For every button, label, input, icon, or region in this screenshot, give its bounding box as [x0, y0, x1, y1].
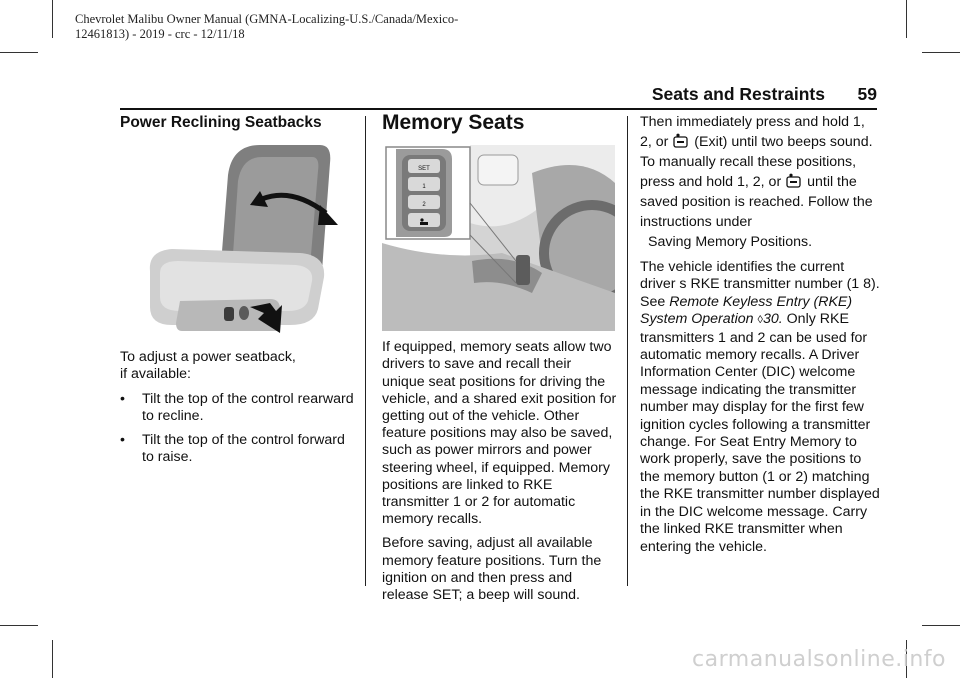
rke-text-1: The vehicle identifies the current driver s RKE transmitter number (1 8). See	[640, 259, 880, 310]
document-header	[75, 12, 635, 42]
saving-memory-positions-link[interactable]: Saving Memory Positions.	[648, 234, 813, 250]
bullet-mark: •	[120, 390, 125, 407]
page-reference[interactable]: 30.	[762, 311, 783, 328]
column-3	[640, 112, 880, 563]
section-heading: Power Reclining Seatbacks	[120, 114, 322, 131]
header-line-2: 12461813) - 2019 - crc - 12/11/18	[75, 27, 245, 41]
running-head	[120, 84, 877, 110]
intro-text	[120, 349, 356, 383]
bullet-text: Tilt the top of the control forward to raise.	[142, 432, 345, 466]
intro-line-1: To adjust a power seatback,	[120, 349, 296, 366]
column-1	[120, 110, 356, 473]
power-seat-illustration	[120, 141, 356, 341]
crop-mark	[922, 52, 960, 53]
column-divider	[627, 116, 628, 586]
crop-mark	[906, 0, 907, 38]
list-item	[120, 432, 356, 466]
exit-seat-icon	[673, 133, 689, 149]
list-item	[120, 391, 356, 425]
crop-mark	[52, 0, 53, 38]
bullet-mark: •	[120, 432, 125, 449]
memory-seats-paragraph: If equipped, memory seats allow two drivers to save and recall their unique seat positions for driving the vehicle, and a shared exit position for getting out of the vehicle. Other feature positions may also be saved, such as power mirrors and power steering wheel, if equipped. Memory positions are linked to RKE transmitter 1 or 2 for automatic memory recalls.	[382, 339, 617, 528]
recall-text-2: (Exit) until two beeps sound. To manually recall these positions, press and hold 1, 2, or	[640, 134, 873, 190]
column-divider	[365, 116, 366, 586]
memory-1-button-label: 1	[422, 184, 426, 191]
memory-2-button-label: 2	[422, 202, 426, 209]
column-2	[382, 110, 617, 611]
rke-text-2: Only RKE transmitters 1 and 2 can be used for automatic memory recalls. A Driver Information Center (DIC) welcome message indicating the transmitter number may display for the first few ignition cycles following a transmitter change. For Seat Entry Memory to work properly, save the positions to the memory button (1 or 2) matching the RKE transmitter number displayed in the DIC welcome message. Carry the linked RKE transmitter when entering the vehicle.	[640, 311, 880, 555]
recall-paragraph	[640, 112, 880, 252]
crop-mark	[0, 625, 38, 626]
bullet-text: Tilt the top of the control rearward to recline.	[142, 390, 354, 424]
set-button-label: SET	[418, 166, 430, 173]
header-line-1: Chevrolet Malibu Owner Manual (GMNA-Localizing-U.S./Canada/Mexico-	[75, 12, 459, 26]
rke-system-link[interactable]: Remote Keyless Entry (RKE) System Operation	[640, 293, 853, 328]
section-title: Seats and Restraints	[651, 84, 825, 104]
watermark: carmanualsonline.info	[692, 647, 946, 672]
recall-text-1: Then immediately press and hold 1, 2, or	[640, 114, 865, 150]
crop-mark	[0, 52, 38, 53]
intro-line-2: if available:	[120, 366, 191, 383]
section-heading: Memory Seats	[382, 111, 525, 134]
recall-text-3: until the saved position is reached. Follow the instructions under	[640, 174, 873, 230]
memory-seat-buttons-illustration	[382, 143, 615, 331]
page-number: 59	[857, 84, 877, 104]
crop-mark	[52, 640, 53, 678]
saving-paragraph: Before saving, adjust all available memory feature positions. Turn the ignition on and then press and release SET; a beep will sound.	[382, 535, 602, 604]
exit-seat-icon	[786, 173, 802, 189]
crop-mark	[922, 625, 960, 626]
page-reference-icon: ◊	[757, 314, 763, 327]
rke-paragraph	[640, 259, 880, 556]
